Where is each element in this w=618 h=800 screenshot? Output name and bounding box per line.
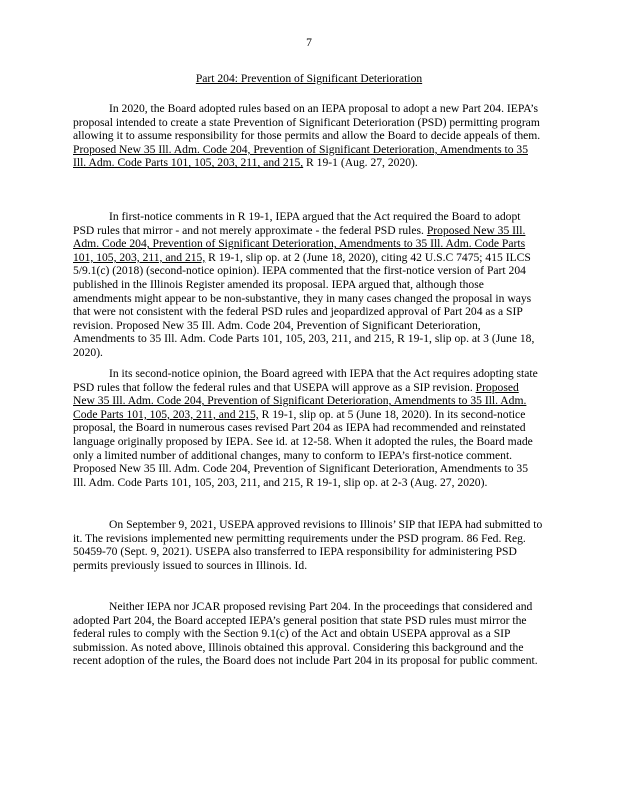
- paragraph-4-text: On September 9, 2021, USEPA approved revisions to Illinois’ SIP that IEPA had submitted to it. The revisions implemented new permitting requirements under the PSD program. 86 Fed. Reg. 50459-70 (Sept. 9, 2021). USEPA also transferred to IEPA responsibility for administering PSD permits previously issued to sources in Illinois. Id.: [73, 518, 543, 572]
- paragraph-1: [73, 102, 543, 170]
- paragraph-5-text: Neither IEPA nor JCAR proposed revising Part 204. In the proceedings that considered and adopted Part 204, the Board accepted IEPA’s general position that state PSD rules must mirror the federal rules to comply with the Section 9.1(c) of the Act and obtain USEPA approval as a SIP submission. As noted above, Illinois obtained this approval. Considering this background and the recent adoption of the rules, the Board does not include Part 204 in its proposal for public comment.: [73, 600, 538, 668]
- page-number: 7: [306, 36, 312, 49]
- paragraph-1-tail: R 19-1 (Aug. 27, 2020).: [303, 156, 418, 170]
- paragraph-2-tail: R 19-1, slip op. at 2 (June 18, 2020), citing 42 U.S.C 7475; 415 ILCS 5/9.1(c) (2018) (second-notice opinion). IEPA commented that the first-notice version of Part 204 published in the Illinois Register amended its proposal. IEPA argued that, although those amendments might appear to be non-substantive, they in many cases changed the proposal in ways that were not consistent with the federal PSD rules and jeopardized approval of Part 204 as a SIP revision. Proposed New 35 Ill. Adm. Code 204, Prevention of Significant Deterioration, Amendments to 35 Ill. Adm. Code Parts 101, 105, 203, 211, and 215, R 19-1, slip op. at 3 (June 18, 2020).: [73, 250, 535, 359]
- section-heading: Part 204: Prevention of Significant Deterioration: [195, 72, 423, 85]
- paragraph-1-citation: Proposed New 35 Ill. Adm. Code 204, Prevention of Significant Deterioration, Amendments to 35 Ill. Adm. Code Parts 101, 105, 203, 211, and 215,: [73, 142, 528, 170]
- paragraph-3-citation: Proposed New 35 Ill. Adm. Code 204, Prevention of Significant Deterioration, Amendments to 35 Ill. Adm. Code Parts 101, 105, 203, 211, and 215,: [73, 380, 527, 421]
- paragraph-2-citation: Proposed New 35 Ill. Adm. Code 204, Prevention of Significant Deterioration, Amendments to 35 Ill. Adm. Code Parts 101, 105, 203, 211, and 215,: [73, 223, 526, 264]
- paragraph-3: [73, 367, 543, 489]
- paragraph-2: [73, 210, 543, 360]
- paragraph-2-text: In first-notice comments in R 19-1, IEPA argued that the Act required the Board to adopt PSD rules that mirror - and not merely approximate - the federal PSD rules.: [73, 210, 521, 237]
- paragraph-1-text: In 2020, the Board adopted rules based on an IEPA proposal to adopt a new Part 204. IEPA’s proposal intended to create a state Prevention of Significant Deterioration (PSD) permitting program allowing it to assume responsibility for those permits and allow the Board to decide appeals of them.: [73, 102, 541, 143]
- paragraph-3-text: In its second-notice opinion, the Board agreed with IEPA that the Act requires adopting state PSD rules that follow the federal rules and that USEPA will approve as a SIP revision.: [73, 367, 538, 394]
- paragraph-3-tail: R 19-1, slip op. at 5 (June 18, 2020). In its second-notice proposal, the Board in numerous cases revised Part 204 as IEPA had recommended and reinstated language originally proposed by IEPA. See id. at 12-58. When it adopted the rules, the Board made only a limited number of additional changes, many to conform to IEPA’s first-notice comment. Proposed New 35 Ill. Adm. Code 204, Prevention of Significant Deterioration, Amendments to 35 Ill. Adm. Code Parts 101, 105, 203, 211, and 215, R 19-1, slip op. at 2-3 (Aug. 27, 2020).: [73, 407, 533, 489]
- paragraph-4: [73, 518, 543, 572]
- paragraph-5: [73, 600, 543, 668]
